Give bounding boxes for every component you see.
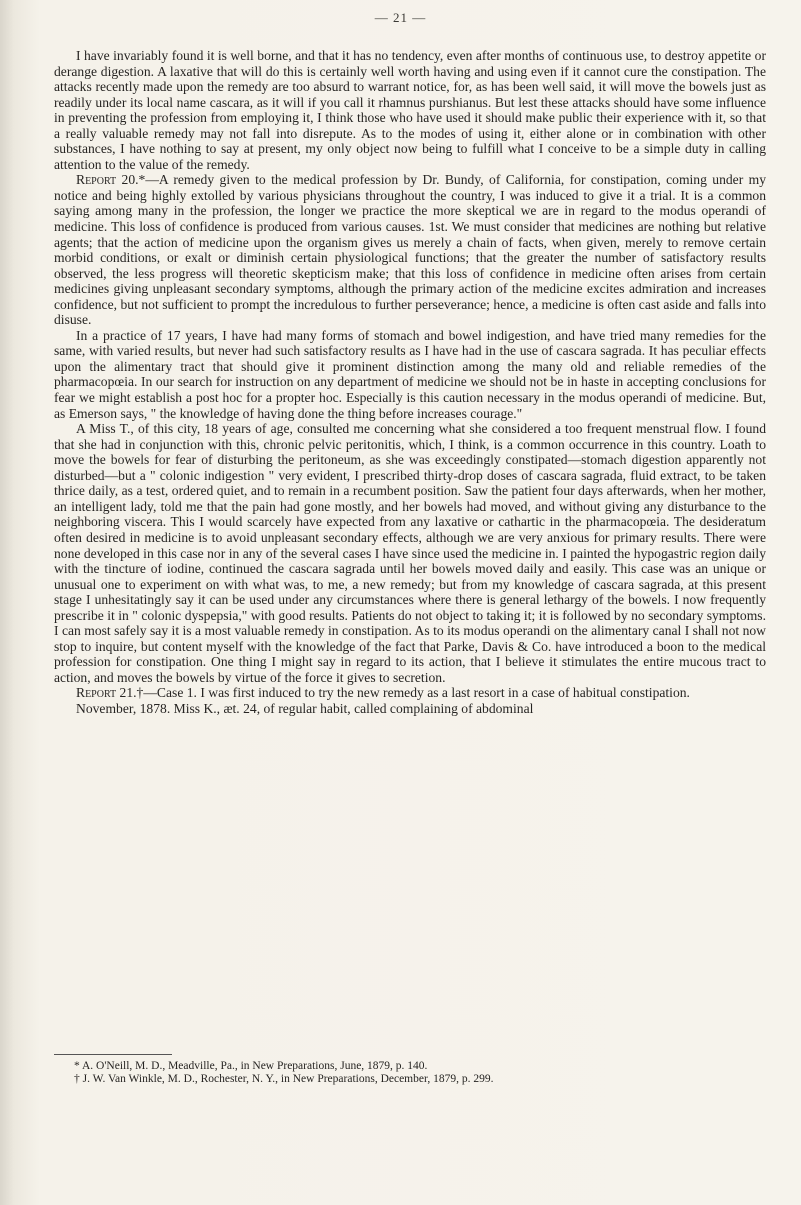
report-label: Report — [76, 172, 117, 188]
paragraph-text: November, 1878. Miss K., æt. 24, of regular habit, called complaining of abdominal — [76, 700, 534, 716]
paragraph — [54, 421, 766, 685]
paragraph-text: 21.†—Case 1. I was first induced to try the new remedy as a last resort in a case of habitual constipation. — [116, 685, 690, 701]
paragraph — [54, 328, 766, 421]
paragraph — [54, 48, 766, 172]
paragraph-text: In a practice of 17 years, I have had many forms of stomach and bowel indigestion, and have tried many remedies for the same, with varied results, but never had such satisfactory results as I have had in the use of cascara sagrada. It has peculiar effects upon the alimentary tract that should give it prominent distinction among the many old and reliable remedies of the pharmacopœia. In our search for instruction on any department of medicine we should not be in haste in accepting conclusions for fear we might establish a post hoc for a propter hoc. Especially is this caution necessary in the modus operandi of medicine. But, as Emerson says, " the knowledge of having done the thing before increases courage." — [54, 327, 766, 421]
paragraph — [54, 172, 766, 327]
paragraph — [54, 685, 766, 701]
paragraph — [54, 701, 766, 717]
report-label: Report — [76, 685, 117, 701]
paragraph-text: A Miss T., of this city, 18 years of age, consulted me concerning what she considered a too frequent menstrual flow. I found that she had in conjunction with this, chronic pelvic peritonitis, which, I think, is a common occurrence in this country. Loath to move the bowels for fear of disturbing the peritoneum, as she was exceedingly constipated—stomach digestion apparently not disturbed—but a " colonic indigestion " very evident, I prescribed thirty-drop doses of cascara sagrada, fluid extract, to be taken thrice daily, as a test, ordered quiet, and to remain in a recumbent position. Saw the patient four days afterwards, when her mother, an intelligent lady, told me that the pain had gone mostly, and her bowels had moved, and without giving any disturbance to the neighboring viscera. This I would scarcely have expected from any laxative or cathartic in the pharmacopœia. The desideratum often desired in medicine is to avoid unpleasant secondary effects, although we are very anxious for primary results. There were none developed in this case nor in any of the several cases I have since used the medicine in. I painted the hypogastric region daily with the tincture of iodine, continued the cascara sagrada until her bowels moved daily and easily. This case was an unique or unusual one to experiment on with what was, to me, a new remedy; but from my knowledge of cascara sagrada, at this present stage I unhesitatingly say it can be used under any circumstances where there is general lethargy of the bowels. I now frequently prescribe it in " colonic dyspepsia," with good results. Patients do not object to taking it; it is followed by no secondary symptoms. I can most safely say it is a most valuable remedy in constipation. As to its modus operandi on the alimentary canal I shall not now stop to inquire, but content myself with the knowledge of the fact that Parke, Davis & Co. have introduced a boon to the medical profession for constipation. One thing I might say in regard to its action, that I believe it stimulates the entire mucous tract to action, and moves the bowels by virtue of the force it gives to secretion. — [54, 421, 766, 685]
footnote: † J. W. Van Winkle, M. D., Rochester, N. Y., in New Preparations, December, 1879, p. 299. — [74, 1073, 494, 1085]
paragraph-text: 20.*—A remedy given to the medical profession by Dr. Bundy, of California, for constipation, coming under my notice and being highly extolled by various physicians throughout the country, I was induced to give it a trial. It is a common saying among many in the profession, the longer we practice the more skeptical we are in regard to the modus operandi of medicine. This loss of confidence is produced from various causes. 1st. We must consider that medicines are nothing but relative agents; that the action of medicine upon the organism gives us merely a chain of facts, when given, merely to remove certain morbid conditions, or exalt or diminish certain physiological functions; that the greater the number of satisfactory results observed, the less progress will theoretic skepticism make; that this loss of confidence in medicine often arises from certain medicines giving unpleasant secondary symptoms, although the primary action of the medicine excites admiration and increases confidence, but not sufficient to prompt the incredulous to further perseverance; hence, a medicine is often cast aside and falls into disuse. — [54, 172, 766, 328]
footnote: * A. O'Neill, M. D., Meadville, Pa., in New Preparations, June, 1879, p. 140. — [74, 1060, 428, 1072]
footnote-divider — [54, 1054, 172, 1055]
footnotes — [74, 1060, 774, 1086]
page-number: — 21 — — [374, 10, 427, 25]
paragraph-text: I have invariably found it is well borne, and that it has no tendency, even after months of continuous use, to destroy appetite or derange digestion. A laxative that will do this is certainly well worth having and using even if it cannot cure the constipation. The attacks recently made upon the remedy are too absurd to warrant notice, for, as has been well said, it will move the bowels just as readily under its local name cascara, as it will if you call it rhamnus purshianus. But lest these attacks should have some influence in preventing the profession from employing it, I think those who have used it should make public their experience with it, so that a really valuable remedy may not fall into disrepute. As to the modes of using it, either alone or in combination with other substances, I have nothing to say at present, my only object now being to fulfill what I conceive to be a simple duty in calling attention to the value of the remedy. — [54, 48, 766, 172]
body-text — [54, 48, 766, 717]
